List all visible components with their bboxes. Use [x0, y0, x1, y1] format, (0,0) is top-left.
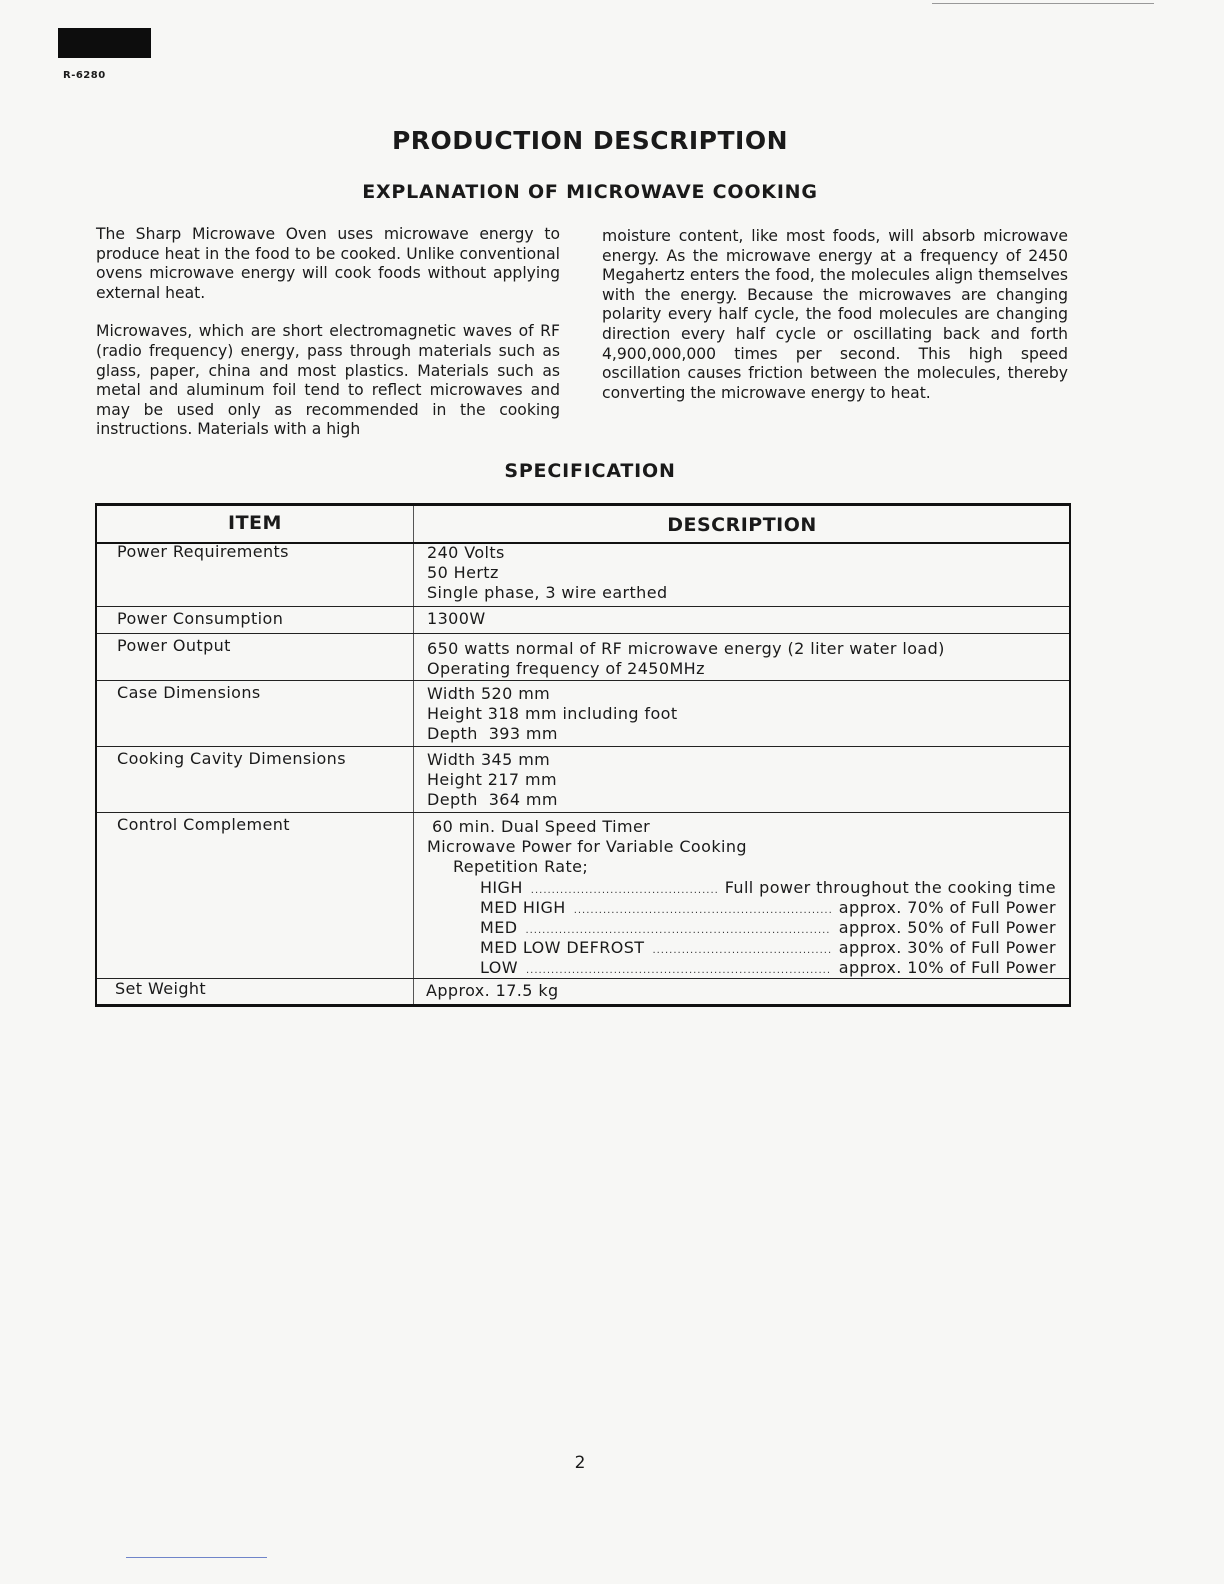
table-row-item: Power Consumption: [117, 609, 284, 628]
model-number: R-6280: [63, 70, 106, 81]
row-separator: [97, 812, 1069, 813]
row-separator: [97, 978, 1069, 979]
specification-table: [95, 503, 1071, 1007]
power-level-description: approx. 70% of Full Power: [838, 898, 1056, 917]
table-row-item: Control Complement: [117, 815, 290, 834]
column-header-item: ITEM: [228, 512, 282, 534]
paragraph: The Sharp Microwave Oven uses microwave energy to produce heat in the food to be cooked. Unlike conventional ovens microwave energy will cook foods without applying external heat.: [96, 225, 560, 302]
row-separator: [97, 680, 1069, 681]
table-row-item: Power Output: [117, 636, 231, 655]
leader-dots: [574, 901, 831, 921]
leader-dots: [652, 941, 830, 961]
repetition-rate-item: [480, 938, 1056, 958]
section-subtitle: EXPLANATION OF MICROWAVE COOKING: [362, 181, 818, 203]
table-row-description: Width 345 mm Height 217 mm Depth 364 mm: [427, 750, 558, 809]
table-row-item: Set Weight: [115, 979, 207, 998]
repetition-rate-item: [480, 878, 1056, 898]
header-black-tab: [58, 28, 151, 58]
table-header: [97, 506, 1069, 544]
table-row-description: Approx. 17.5 kg: [426, 981, 559, 1000]
power-level-description: Full power throughout the cooking time: [724, 878, 1056, 897]
text-column-left: [96, 225, 560, 459]
power-level-description: approx. 10% of Full Power: [838, 958, 1056, 977]
scan-edge-line: [126, 1557, 267, 1558]
page-number: 2: [574, 1453, 586, 1473]
power-level: MED HIGH: [480, 898, 566, 917]
table-row-description: 60 min. Dual Speed Timer Microwave Power for Variable Cooking Repetition Rate;: [427, 817, 747, 876]
paragraph: moisture content, like most foods, will absorb microwave energy. As the microwave energy at a frequency of 2450 Megahertz enters the food, the molecules align themselves with the energy. Because the microwaves are changing polarity every half cycle, the food molecules are changing direction every half cycle or oscillating back and forth 4,900,000,000 times per second. This high speed oscillation causes friction between the molecules, thereby converting the microwave energy to heat.: [602, 227, 1068, 402]
power-level: HIGH: [480, 878, 523, 897]
text-column-right: [602, 227, 1068, 422]
specification-heading: SPECIFICATION: [504, 460, 676, 482]
row-separator: [97, 633, 1069, 634]
row-separator: [97, 606, 1069, 607]
column-divider: [413, 506, 414, 1004]
paragraph: Microwaves, which are short electromagnetic waves of RF (radio frequency) energy, pass through materials such as glass, paper, china and most plastics. Materials such as metal and aluminum foil tend to reflect microwaves and may be used only as recommended in the cooking instructions. Materials with a high: [96, 322, 560, 439]
row-separator: [97, 746, 1069, 747]
column-header-description: DESCRIPTION: [667, 514, 817, 536]
power-level-description: approx. 50% of Full Power: [838, 918, 1056, 937]
power-level: MED: [480, 918, 518, 937]
power-level-description: approx. 30% of Full Power: [838, 938, 1056, 957]
power-level: LOW: [480, 958, 518, 977]
page-title: PRODUCTION DESCRIPTION: [391, 126, 789, 155]
repetition-rate-list: [480, 878, 1056, 978]
table-row-description: 1300W: [427, 609, 486, 628]
table-row-item: Cooking Cavity Dimensions: [117, 749, 346, 768]
repetition-rate-item: [480, 958, 1056, 978]
scan-edge-line: [932, 3, 1154, 4]
power-level: MED LOW DEFROST: [480, 938, 645, 957]
table-row-description: Width 520 mm Height 318 mm including foot Depth 393 mm: [427, 684, 678, 743]
repetition-rate-item: [480, 918, 1056, 938]
repetition-rate-item: [480, 898, 1056, 918]
table-row-item: Case Dimensions: [117, 683, 261, 702]
table-row-description: 240 Volts 50 Hertz Single phase, 3 wire earthed: [427, 543, 668, 602]
table-row-item: Power Requirements: [117, 542, 289, 561]
table-row-description: 650 watts normal of RF microwave energy (2 liter water load) Operating frequency of 2450MHz: [427, 639, 945, 678]
